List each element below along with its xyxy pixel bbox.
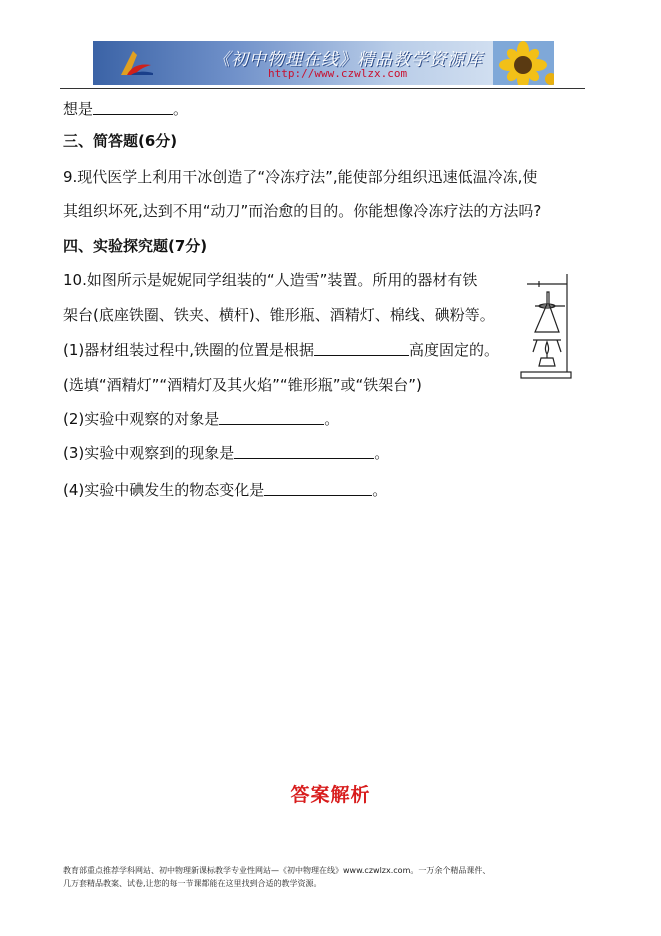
answer-blank: [264, 481, 372, 496]
question10-line2: 架台(底座铁圈、铁夹、横杆)、锥形瓶、酒精灯、棉线、碘粉等。: [63, 306, 495, 324]
question10-part1-hint: (选填“酒精灯”“酒精灯及其火焰”“锥形瓶”或“铁架台”): [63, 376, 422, 394]
experiment-apparatus-icon: [519, 270, 574, 380]
answer-blank: [93, 100, 173, 115]
footer-line2: 几万套精品教案、试卷,让您的每一节课都能在这里找到合适的教学资源。: [63, 879, 322, 888]
sunflower-icon: [493, 41, 554, 85]
banner-title: 《初中物理在线》精品教学资源库: [213, 50, 483, 70]
answer-section-title: 答案解析: [290, 784, 371, 806]
question9-line1: 9.现代医学上利用干冰创造了“冷冻疗法”,能使部分组织迅速低温冷冻,使: [63, 168, 538, 186]
footer-line1: 教育部重点推荐学科网站、初中物理新课标教学专业性网站—《初中物理在线》www.czwlzx.com。一万余个精品课件、: [63, 866, 491, 875]
answer-blank: [234, 444, 374, 459]
answer-blank: [219, 410, 324, 425]
previous-question-tail: 想是 。: [63, 100, 189, 118]
header-divider: [60, 88, 585, 89]
question9-line2: 其组织坏死,达到不用“动刀”而治愈的目的。你能想像冷冻疗法的方法吗?: [63, 202, 542, 220]
question10-part2: (2)实验中观察的对象是 。: [63, 410, 340, 428]
banner-url[interactable]: http://www.czwlzx.com: [268, 67, 408, 80]
section4-heading: 四、实验探究题(7分): [63, 237, 208, 255]
question10-line1: 10.如图所示是妮妮同学组装的“人造雪”装置。所用的器材有铁: [63, 271, 478, 289]
question10-part4: (4)实验中碘发生的物态变化是 。: [63, 481, 388, 499]
header-banner: [93, 41, 554, 85]
answer-blank: [314, 341, 409, 356]
question10-part3: (3)实验中观察到的现象是 。: [63, 444, 390, 462]
section3-heading: 三、简答题(6分): [63, 132, 178, 150]
question10-part1: (1)器材组装过程中,铁圈的位置是根据 高度固定的。: [63, 341, 500, 359]
site-logo-icon: [117, 47, 157, 79]
